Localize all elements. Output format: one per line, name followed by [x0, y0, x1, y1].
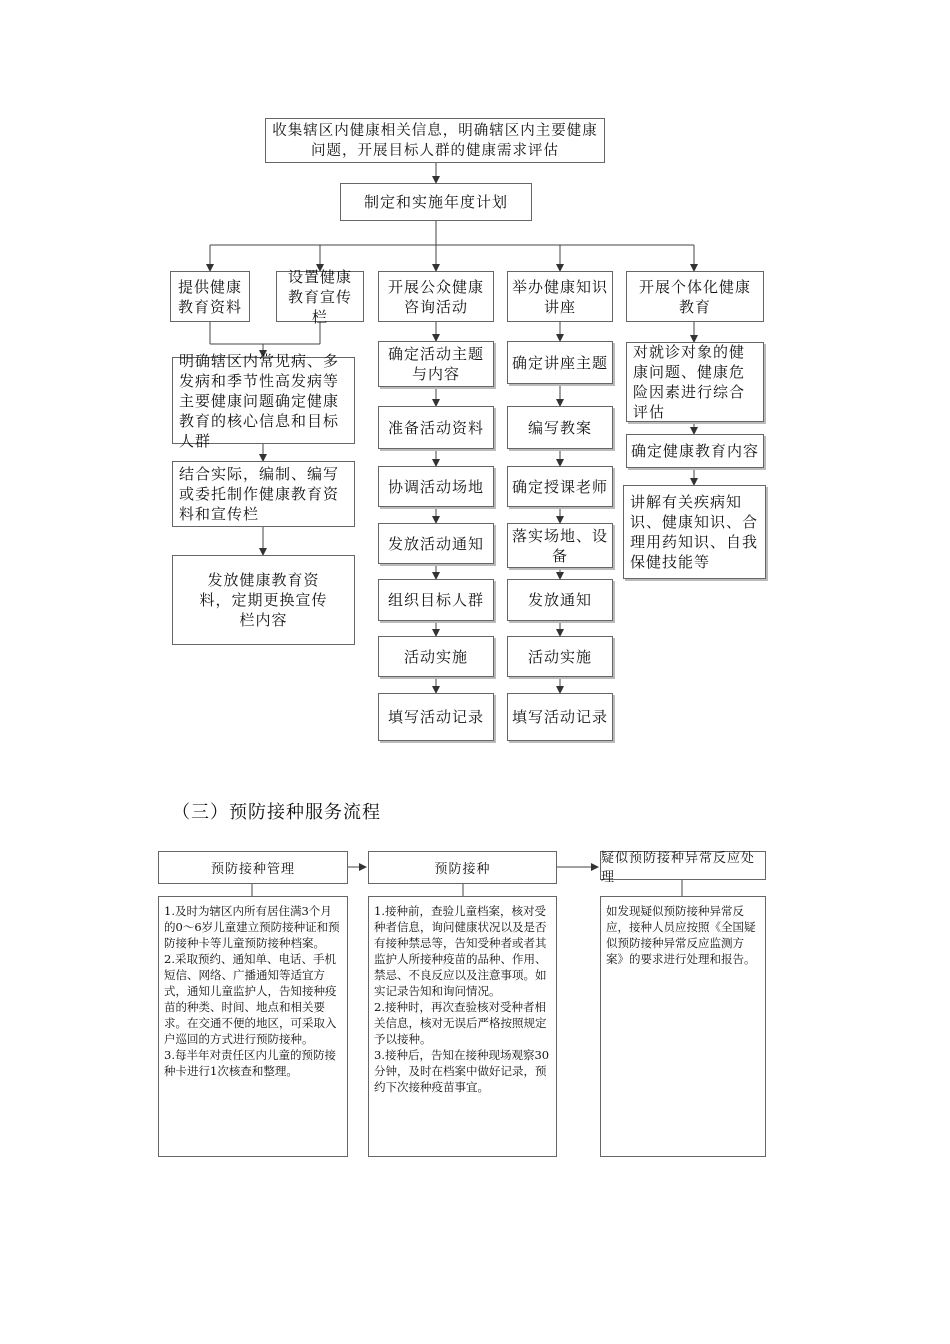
col2-step-box: 填写活动记录: [378, 693, 494, 741]
provide-materials-box: 提供健康教育资料: [170, 271, 250, 322]
col4-header-box: 开展个体化健康教育: [626, 271, 764, 322]
annual-plan-box: 制定和实施年度计划: [340, 183, 532, 221]
col4-step-box: 确定健康教育内容: [626, 434, 764, 468]
col2-header-box: 开展公众健康咨询活动: [378, 271, 494, 322]
col2-step-box: 组织目标人群: [378, 579, 494, 621]
section-heading: （三）预防接种服务流程: [172, 802, 381, 823]
col3-step-box: 填写活动记录: [507, 693, 613, 741]
col2-step-box: 活动实施: [378, 636, 494, 677]
vaccination-management-header: 预防接种管理: [158, 851, 348, 884]
col3-step-box: 发放通知: [507, 579, 613, 621]
vaccination-management-body: 1.及时为辖区内所有居住满3个月的0～6岁儿童建立预防接种证和预防接种卡等儿童预防接种档案。 2.采取预约、通知单、电话、手机短信、网络、广播通知等适宜方式，通知儿童监护人，告知接种疫苗的种类、时间、地点和相关要求。在交通不便的地区，可采取入户巡回的方式进行预防接种。 3.每半年对责任区内儿童的预防接种卡进行1次核查和整理。: [158, 896, 348, 1157]
col2-step-box: 准备活动资料: [378, 406, 494, 449]
col3-step-box: 活动实施: [507, 636, 613, 677]
col4-step-box: 讲解有关疾病知识、健康知识、合理用药知识、自我保健技能等: [623, 485, 766, 579]
col2-step-box: 确定活动主题与内容: [378, 341, 494, 387]
col2-step-box: 发放活动通知: [378, 523, 494, 564]
col3-step-box: 编写教案: [507, 406, 613, 449]
col3-header-box: 举办健康知识讲座: [507, 271, 613, 322]
col4-step-box: 对就诊对象的健康问题、健康危险因素进行综合评估: [626, 342, 764, 422]
col3-step-box: 落实场地、设备: [507, 523, 613, 568]
compile-materials-box: 结合实际，编制、编写或委托制作健康教育资料和宣传栏: [172, 461, 355, 527]
adverse-reaction-body: 如发现疑似预防接种异常反应，接种人员应按照《全国疑似预防接种异常反应监测方案》的要求进行处理和报告。: [600, 896, 766, 1157]
col3-step-box: 确定授课老师: [507, 466, 613, 507]
col2-step-box: 协调活动场地: [378, 466, 494, 507]
adverse-reaction-header: 疑似预防接种异常反应处理: [600, 851, 766, 880]
vaccination-header: 预防接种: [368, 851, 557, 884]
distribute-materials-box: 发放健康教育资料，定期更换宣传栏内容: [172, 555, 355, 645]
bulletin-board-box: 设置健康教育宣传栏: [276, 271, 364, 322]
identify-issues-box: 明确辖区内常见病、多发病和季节性高发病等主要健康问题确定健康教育的核心信息和目标人群: [172, 357, 355, 444]
vaccination-body: 1.接种前，查验儿童档案，核对受种者信息，询问健康状况以及是否有接种禁忌等，告知受种者或者其监护人所接种疫苗的品种、作用、禁忌、不良反应以及注意事项。如实记录告知和询问情况。 2.接种时，再次查验核对受种者相关信息，核对无误后严格按照规定予以接种。 3.接种后，告知在接种现场观察30分钟，及时在档案中做好记录，预约下次接种疫苗事宜。: [368, 896, 557, 1157]
col3-step-box: 确定讲座主题: [507, 341, 613, 384]
top-step-box: 收集辖区内健康相关信息，明确辖区内主要健康问题，开展目标人群的健康需求评估: [265, 118, 605, 163]
